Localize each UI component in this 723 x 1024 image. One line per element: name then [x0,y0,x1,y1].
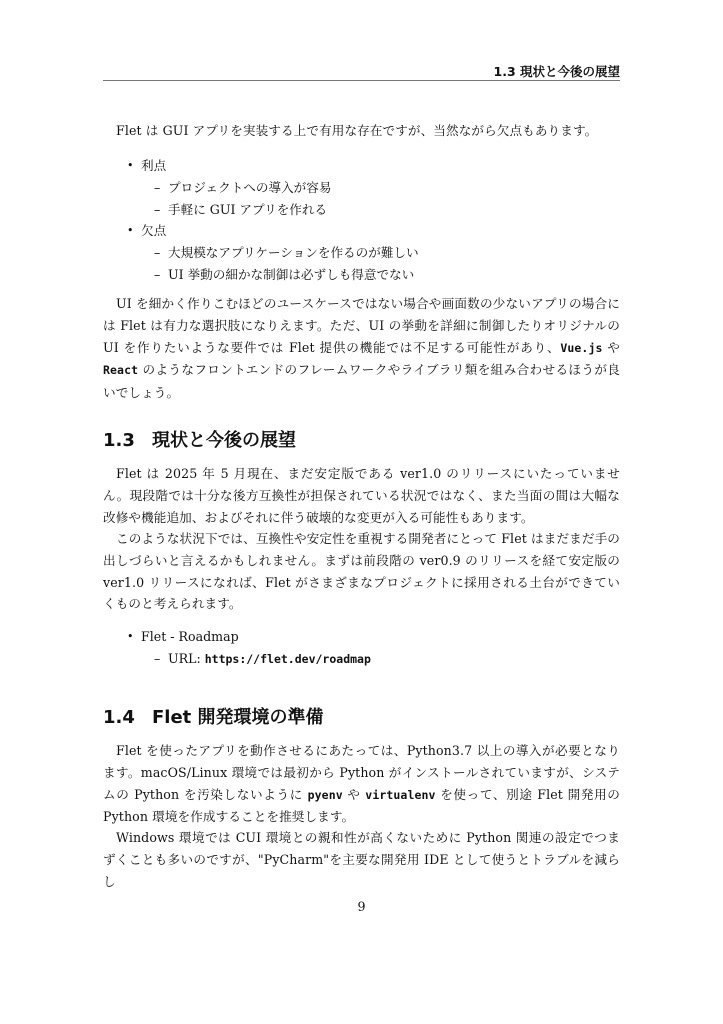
pros-label: 利点 [141,158,167,173]
list-item-cons [103,220,620,242]
url-prefix: URL: [168,650,205,666]
code-react: React [103,363,139,378]
intro-paragraph: Flet は GUI アプリを実装する上で有用な存在ですが、当然ながら欠点もあります。 [116,123,598,138]
section-title-text: Flet 開発環境の準備 [152,707,324,728]
list-subitem [103,264,620,286]
pros-item-1: プロジェクトへの導入が容易 [168,179,332,195]
cons-item-2: UI 挙動の細かな制御は必ずしも得意でない [168,266,415,282]
roadmap-label: Flet - Roadmap [141,629,239,644]
code-virtualenv: virtualenv [365,787,436,802]
text-span: や [342,786,366,802]
setup-paragraph [103,740,620,828]
code-vuejs: Vue.js [560,340,603,355]
list-subitem-url [103,648,620,671]
code-pyenv: pyenv [307,787,343,802]
text-span: UI を細かく作りこむほどのユースケースではない場合や画面数の少ないアプリの場合には Flet は有力な選択肢になりえます。ただ、UI の挙動を詳細に制御したりオリジナルの UI を作りたいような要件では Flet 提供の機能では不足する可能性があり、 [103,296,620,355]
section-heading-1-4 [103,706,324,730]
usecase-paragraph [103,293,620,404]
list-item-pros [103,155,620,177]
roadmap-url-link[interactable]: https://flet.dev/roadmap [204,651,371,666]
roadmap-list [103,626,620,671]
section-number: 1.3 [103,430,135,451]
text-span: や [602,339,620,355]
outlook-paragraph: このような状況下では、互換性や安定性を重視する開発者にとって Flet はまだまだ手の出しづらいと言えるかもしれません。まずは前段階の ver0.9 のリリースを経て安定版の ver1.0 リリースになれば、Flet がさまざまなプロジェクトに採用される土台ができていくものと考えられます。 [103,531,620,612]
status-paragraph: Flet は 2025 年 5 月現在、まだ安定版である ver1.0 のリリースにいたっていません。現段階では十分な後方互換性が担保されている状況ではなく、また当面の間は大幅な改修や機能追加、およびそれに伴う破壊的な変更が入る可能性もあります。 [103,466,620,525]
list-subitem [103,177,620,199]
page-number: 9 [357,899,366,914]
list-subitem [103,242,620,264]
text-span: のようなフロントエンドのフレームワークやライブラリ類を組み合わせるほうが良いでしょう。 [103,362,620,401]
windows-paragraph: Windows 環境では CUI 環境との親和性が高くないために Python 関連の設定でつまずくことも多いのですが、"PyCharm"を主要な開発用 IDE として使うとトラブルを減らし [103,830,620,889]
section-title-text: 現状と今後の展望 [152,430,296,451]
cons-item-1: 大規模なアプリケーションを作るのが難しい [168,245,419,261]
pros-cons-list [103,155,620,286]
header-rule [103,80,620,81]
cons-label: 欠点 [141,223,167,239]
pros-item-2: 手軽に GUI アプリを作れる [168,201,328,217]
section-heading-1-3 [103,429,296,453]
list-subitem [103,199,620,221]
list-item-roadmap [103,626,620,648]
running-header: 1.3 現状と今後の展望 [493,64,620,79]
text-span: を使って、別途 Flet 開発用の Python 環境を作成することを推奨します。 [103,786,620,825]
section-number: 1.4 [103,707,135,728]
text-span: Flet を使ったアプリを動作させるにあたっては、Python3.7 以上の導入が必要となります。macOS/Linux 環境では最初から Python がインストールされていますが、システムの Python を汚染しないように [103,743,620,802]
